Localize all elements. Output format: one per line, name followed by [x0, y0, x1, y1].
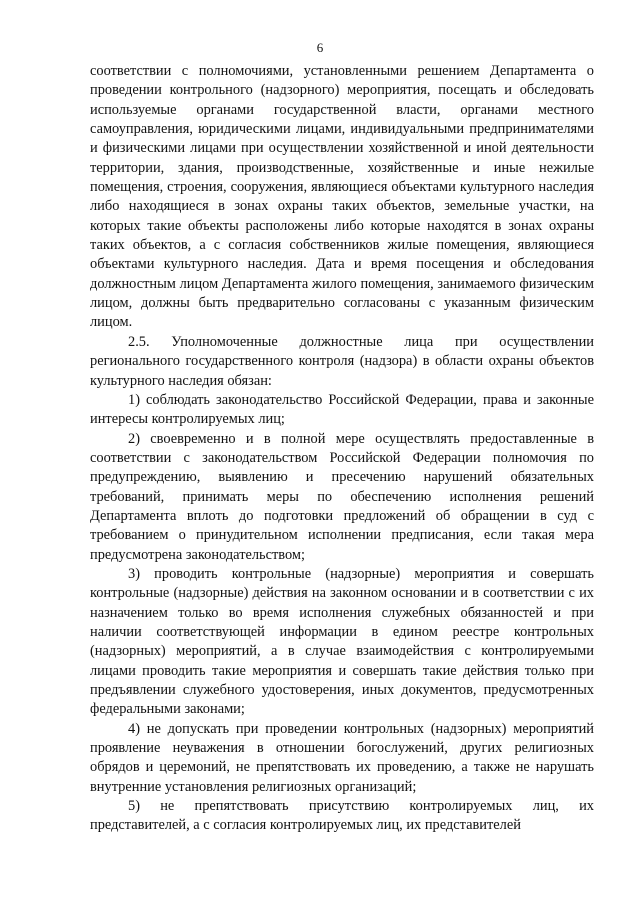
list-item-3: 3) проводить контрольные (надзорные) мероприятия и совершать контрольные (надзорные) действия на законном основании и в соответствии с их назначением только во время исполнения служебных обязанностей и при наличии соответствующей информации в едином реестре контрольных (надзорных) мероприятий, а в случае взаимодействия с контролируемыми лицами проводить такие мероприятия и совершать такие действия только при предъявлении служебного удостоверения, иных документов, предусмотренных федеральными законами;: [90, 565, 594, 718]
paragraph-continuation: соответствии с полномочиями, установленными решением Департамента о проведении контрольного (надзорного) мероприятия, посещать и обследовать используемые органами государственной власти, органами местного самоуправления, юридическими лицами, индивидуальными предпринимателями и физическими лицами при осуществлении хозяйственной и иной деятельности территории, здания, производственные, хозяйственные и иные нежилые помещения, строения, сооружения, являющиеся объектами культурного наследия либо находящиеся в зонах охраны таких объектов, земельные участки, на которых такие объекты расположены либо которые находятся в зонах охраны таких объектов, а с согласия собственников жилые помещения, являющиеся объектами культурного наследия. Дата и время посещения и обследования должностным лицом Департамента жилого помещения, занимаемого физическим лицом, должны быть предварительно согласованы с указанным физическим лицом.: [90, 63, 594, 331]
page-number: 6: [316, 40, 324, 55]
list-item-1: 1) соблюдать законодательство Российской Федерации, права и законные интересы контролируемых лиц;: [90, 391, 594, 428]
document-body: [90, 62, 594, 836]
list-item-4: 4) не допускать при проведении контрольных (надзорных) мероприятий проявление неуважения в отношении богослужений, других религиозных обрядов и церемоний, не препятствовать их проведению, а также не нарушать внутренние установления религиозных организаций;: [90, 720, 594, 795]
list-item-5: 5) не препятствовать присутствию контролируемых лиц, их представителей, а с согласия контролируемых лиц, их представителей: [90, 798, 594, 834]
paragraph-section-2-5: 2.5. Уполномоченные должностные лица при осуществлении регионального государственного контроля (надзора) в области охраны объектов культурного наследия обязан:: [90, 333, 594, 389]
list-item-2: 2) своевременно и в полной мере осуществлять предоставленные в соответствии с законодательством Российской Федерации полномочия по предупреждению, выявлению и пресечению нарушений обязательных требований, принимать меры по обеспечению исполнения решений Департамента вплоть до подготовки предложений об обращении в суд с требованием о принудительном исполнении предписания, если такая мера предусмотрена законодательством;: [90, 430, 594, 563]
